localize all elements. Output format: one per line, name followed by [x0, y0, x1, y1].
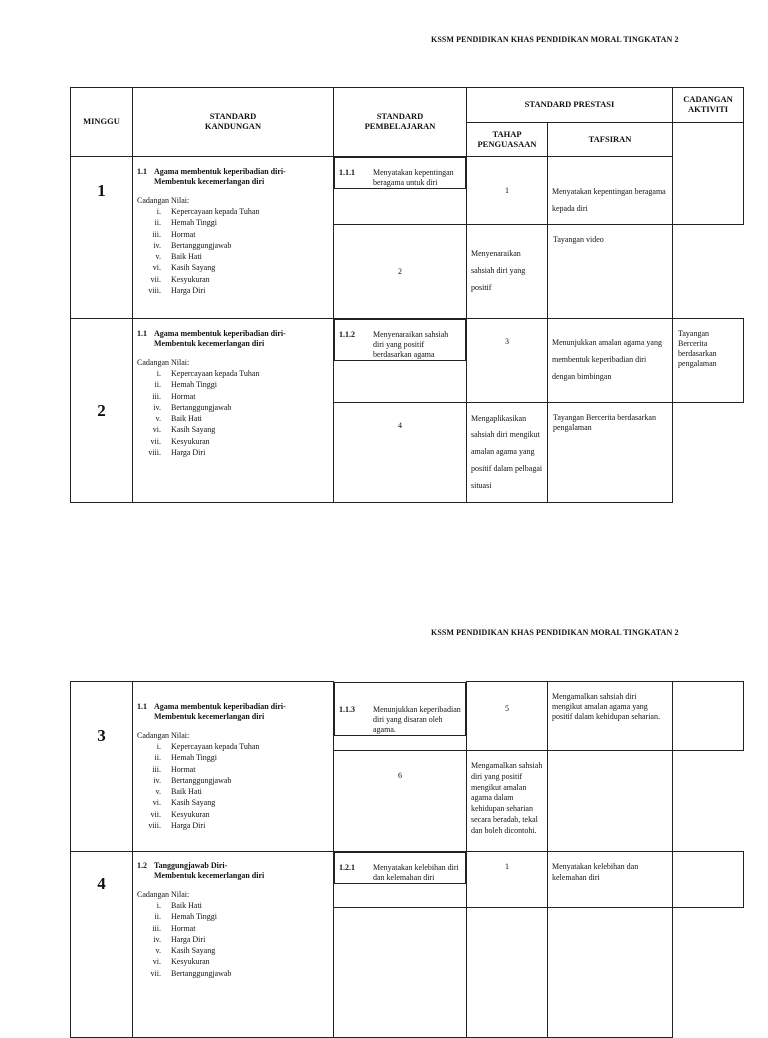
aktiviti-cell	[548, 751, 673, 852]
list-item: vii. Kesyukuran	[150, 436, 210, 446]
tahap-cell: 5	[467, 682, 548, 751]
list-item: i. Kepercayaan kepada Tuhan	[156, 369, 260, 378]
list-item: iii. Hormat	[152, 764, 196, 774]
standard-kandungan-cell: 1.1 Agama membentuk keperibadian diri- Membentuk kecemerlangan diri Cadangan Nilai: i. Kepercayaan kepada Tuhan ii. Hemah Tinggi iii. Hormat iv. Bertanggungjawab v. Baik Hati vi. Kasih Sayang vii. Kesyukuran viii. Harga Diri	[133, 157, 334, 319]
tafsiran-cell: Menyatakan kepentingan beragama kepada diri	[548, 157, 673, 225]
nilai-list	[137, 900, 329, 979]
list-item: vii. Bertanggungjawab	[150, 968, 232, 978]
nilai-heading: Cadangan Nilai:	[137, 731, 190, 740]
week-number: 4	[71, 852, 133, 1038]
tafsiran-cell: Mengaplikasikan sahsiah diri mengikut amalan agama yang positif dalam pelbagai situasi	[467, 403, 548, 503]
list-item: viii. Harga Diri	[148, 448, 206, 458]
list-item: v. Baik Hati	[155, 787, 202, 797]
nilai-heading: Cadangan Nilai:	[137, 358, 190, 367]
list-item: iii. Hormat	[152, 229, 196, 239]
list-item: vi. Kasih Sayang	[152, 798, 216, 808]
list-item: v. Baik Hati	[155, 252, 202, 262]
standard-pembelajaran-cell: 1.1.1 Menyatakan kepentingan beragama untuk diri	[334, 157, 466, 189]
standard-pembelajaran-cell: 1.1.2 Menyenaraikan sahsiah diri yang positif berdasarkan agama	[334, 319, 466, 361]
week-number: 1	[71, 157, 133, 319]
list-item: ii. Hemah Tinggi	[154, 380, 218, 390]
week-number: 3	[71, 682, 133, 852]
tafsiran-cell: Mengamalkan sahsiah diri mengikut amalan agama yang positif dalam kehidupan seharian.	[548, 682, 673, 751]
tahap-cell: 6	[334, 751, 467, 852]
col-header-standard-pembelajaran: STANDARD PEMBELAJARAN	[334, 88, 467, 157]
aktiviti-cell: Tayangan Bercerita berdasarkan pengalaman	[673, 319, 744, 403]
list-item: ii. Hemah Tinggi	[154, 753, 218, 763]
lesson-table-1	[70, 87, 744, 503]
lesson-table-2	[70, 681, 744, 1038]
col-header-standard-kandungan: STANDARD KANDUNGAN	[133, 88, 334, 157]
tafsiran-cell: Menyenaraikan sahsiah diri yang positif	[467, 225, 548, 319]
col-header-tahap-penguasaan: TAHAP PENGUASAAN	[467, 123, 548, 157]
list-item: iv. Bertanggungjawab	[153, 775, 232, 785]
list-item: iv. Harga Diri	[153, 934, 206, 944]
col-header-minggu: MINGGU	[71, 88, 133, 157]
nilai-list	[137, 206, 329, 296]
page-header-1: KSSM PENDIDIKAN KHAS PENDIDIKAN MORAL TINGKATAN 2	[431, 35, 679, 44]
aktiviti-cell	[673, 682, 744, 751]
tahap-cell	[334, 908, 467, 1038]
list-item: iv. Bertanggungjawab	[153, 240, 232, 250]
aktiviti-cell	[673, 123, 744, 225]
list-item: iv. Bertanggungjawab	[153, 402, 232, 412]
list-item: vi. Kasih Sayang	[152, 425, 216, 435]
standard-kandungan-cell: 1.1 Agama membentuk keperibadian diri- Membentuk kecemerlangan diri Cadangan Nilai: i. Kepercayaan kepada Tuhan ii. Hemah Tinggi iii. Hormat iv. Bertanggungjawab v. Baik Hati vi. Kasih Sayang vii. Kesyukuran viii. Harga Diri	[133, 319, 334, 503]
nilai-list	[137, 741, 329, 831]
standard-pembelajaran-cell: 1.1.3 Menunjukkan keperibadian diri yang disaran oleh agama.	[334, 682, 466, 736]
tafsiran-cell: Menunjukkan amalan agama yang membentuk keperibadian diri dengan bimbingan	[548, 319, 673, 403]
aktiviti-cell: Tayangan video	[548, 225, 673, 319]
nilai-heading: Cadangan Nilai:	[137, 890, 190, 899]
col-header-cadangan-aktiviti: CADANGAN AKTIVITI	[673, 88, 744, 123]
list-item: v. Baik Hati	[155, 414, 202, 424]
standard-kandungan-cell: 1.1 Agama membentuk keperibadian diri- Membentuk kecemerlangan diri Cadangan Nilai: i. Kepercayaan kepada Tuhan ii. Hemah Tinggi iii. Hormat iv. Bertanggungjawab v. Baik Hati vi. Kasih Sayang vii. Kesyukuran viii. Harga Diri	[133, 682, 334, 852]
col-header-tafsiran: TAFSIRAN	[548, 123, 673, 157]
list-item: viii. Harga Diri	[148, 286, 206, 296]
week-number: 2	[71, 319, 133, 503]
aktiviti-cell	[673, 852, 744, 908]
tahap-cell: 1	[467, 157, 548, 225]
list-item: vi. Kasih Sayang	[152, 263, 216, 273]
list-item: iii. Hormat	[152, 923, 196, 933]
list-item: i. Kepercayaan kepada Tuhan	[156, 742, 260, 751]
list-item: vi. Kesyukuran	[152, 957, 210, 967]
standard-kandungan-cell: 1.2 Tanggungjawab Diri- Membentuk kecemerlangan diri Cadangan Nilai: i. Baik Hati ii. Hemah Tinggi iii. Hormat iv. Harga Diri v. Kasih Sayang vi. Kesyukuran vii. Bertanggungjawab	[133, 852, 334, 1038]
list-item: iii. Hormat	[152, 391, 196, 401]
tahap-cell: 1	[467, 852, 548, 908]
aktiviti-cell	[548, 908, 673, 1038]
nilai-heading: Cadangan Nilai:	[137, 196, 190, 205]
list-item: ii. Hemah Tinggi	[154, 912, 218, 922]
list-item: vii. Kesyukuran	[150, 809, 210, 819]
page-header-2: KSSM PENDIDIKAN KHAS PENDIDIKAN MORAL TINGKATAN 2	[431, 628, 679, 637]
col-header-standard-prestasi: STANDARD PRESTASI	[467, 88, 673, 123]
tahap-cell: 2	[334, 225, 467, 319]
list-item: i. Kepercayaan kepada Tuhan	[156, 207, 260, 216]
list-item: i. Baik Hati	[156, 901, 202, 910]
nilai-list	[137, 368, 329, 458]
list-item: v. Kasih Sayang	[155, 946, 216, 956]
tafsiran-cell: Menyatakan kelebihan dan kelemahan diri	[548, 852, 673, 908]
tahap-cell: 4	[334, 403, 467, 503]
aktiviti-cell: Tayangan Bercerita berdasarkan pengalaman	[548, 403, 673, 503]
tafsiran-cell: Mengamalkan sahsiah diri yang positif mengikut amalan agama dalam kehidupan seharian secara beradab, tekal dan boleh dicontohi.	[467, 751, 548, 852]
tafsiran-cell	[467, 908, 548, 1038]
list-item: ii. Hemah Tinggi	[154, 218, 218, 228]
list-item: vii. Kesyukuran	[150, 274, 210, 284]
tahap-cell: 3	[467, 319, 548, 403]
standard-pembelajaran-cell: 1.2.1 Menyatakan kelebihan diri dan kelemahan diri	[334, 852, 466, 884]
list-item: viii. Harga Diri	[148, 821, 206, 831]
